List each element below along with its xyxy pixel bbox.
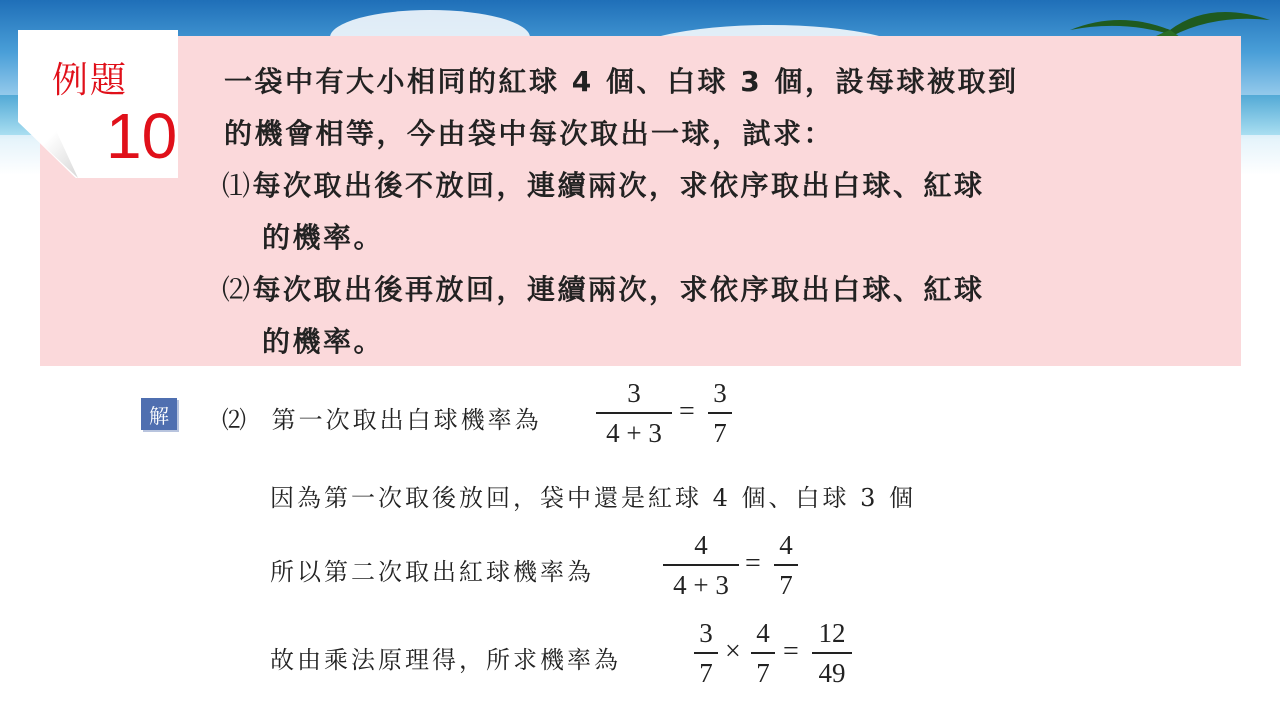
fraction-numerator: 4 [694,530,708,560]
fraction-3-over-4-plus-3 [596,376,672,450]
fraction-denominator: 7 [713,417,727,448]
fraction-4-over-4-plus-3 [663,528,739,602]
fraction-bar [751,652,775,654]
solution-line-2: 因為第一次取後放回，袋中還是紅球 4 個、白球 3 個 [270,484,917,512]
fraction-3-over-7 [708,376,732,450]
fraction-denominator: 4 + 3 [606,417,662,448]
fraction-denominator: 49 [818,657,846,688]
example-number: 10 [106,100,178,172]
fraction-denominator: 7 [699,657,713,688]
fraction-4-over-7 [774,528,798,602]
fraction-12-over-49 [812,616,852,690]
question-line-2: 的機會相等，今由袋中每次取出一球，試求： [224,117,835,150]
fraction-denominator: 7 [756,657,770,688]
question-part-1 [222,164,985,204]
part-2-number: ⑵ [222,273,253,306]
example-label: 例題 [52,60,129,101]
equals-sign: = [783,636,799,667]
fraction-bar [596,412,672,414]
solution-line-4-text: 故由乘法原理得，所求機率為 [270,646,621,674]
fraction-numerator: 3 [627,378,641,408]
fraction-numerator: 12 [818,618,846,648]
question-part-1-line-2: 的機率。 [262,221,385,254]
solution-line-3-text: 所以第二次取出紅球機率為 [270,558,594,586]
times-sign: × [725,636,741,667]
fraction-denominator: 7 [779,569,793,600]
fraction-4-over-7 [751,616,775,690]
fraction-numerator: 3 [699,618,713,648]
solution-part-number: ⑵ [222,406,249,434]
solution-icon: 解 [141,398,177,430]
equals-sign: = [679,396,695,427]
fraction-bar [708,412,732,414]
part-1-number: ⑴ [222,169,253,202]
fraction-bar [774,564,798,566]
solution-line-1 [222,400,542,435]
fraction-numerator: 4 [756,618,770,648]
fraction-bar [694,652,718,654]
fraction-numerator: 3 [713,378,727,408]
question-line-1: 一袋中有大小相同的紅球 4 個、白球 3 個，設每球被取到 [224,65,1019,98]
part-1-text: 每次取出後不放回，連續兩次，求依序取出白球、紅球 [252,169,985,202]
question-part-2 [222,268,985,308]
fraction-3-over-7 [694,616,718,690]
fraction-bar [812,652,852,654]
part-2-text: 每次取出後再放回，連續兩次，求依序取出白球、紅球 [252,273,985,306]
solution-line-1-text: 第一次取出白球機率為 [271,406,542,434]
equals-sign: = [745,548,761,579]
fraction-bar [663,564,739,566]
fraction-numerator: 4 [779,530,793,560]
question-part-2-line-2: 的機率。 [262,325,385,358]
fraction-denominator: 4 + 3 [673,569,729,600]
